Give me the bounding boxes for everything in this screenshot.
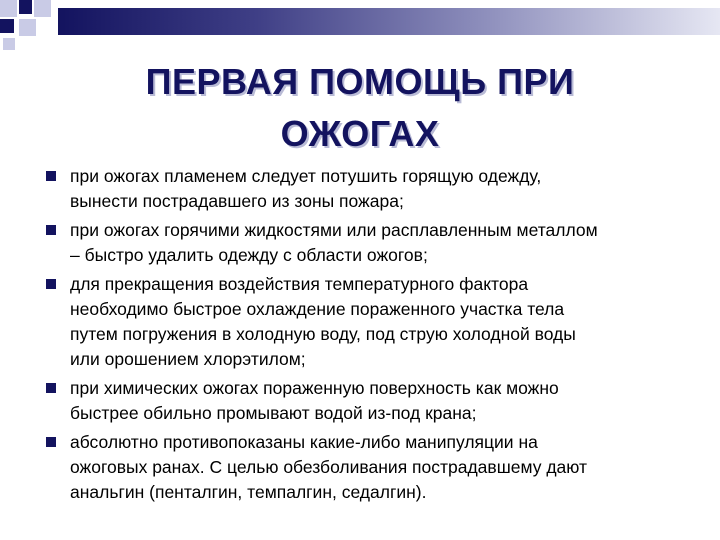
square-bullet-icon: [46, 171, 56, 181]
decor-square: [3, 38, 15, 50]
decor-square: [19, 0, 32, 14]
bullet-list: [40, 164, 690, 509]
decor-square: [19, 19, 36, 36]
bullet-text-line: анальгин (пенталгин, темпалгин, седалгин).: [70, 482, 427, 502]
square-bullet-icon: [46, 383, 56, 393]
square-bullet-icon: [46, 279, 56, 289]
bullet-text-line: быстрее обильно промывают водой из-под крана;: [70, 403, 477, 423]
square-bullet-icon: [46, 225, 56, 235]
bullet-text-line: ожоговых ранах. С целью обезболивания пострадавшему дают: [70, 457, 588, 477]
slide-title-line: ПЕРВАЯ ПОМОЩЬ ПРИ: [145, 61, 575, 102]
bullet-text-line: при химических ожогах пораженную поверхность как можно: [70, 378, 559, 398]
slide-title-line: ОЖОГАХ: [280, 113, 440, 154]
bullet-item: [40, 218, 690, 268]
bullet-text-line: абсолютно противопоказаны какие-либо манипуляции на: [70, 432, 538, 452]
bullet-item: [40, 376, 690, 426]
slide-title: [60, 56, 660, 160]
bullet-item: [40, 272, 690, 372]
decor-square: [34, 0, 51, 17]
bullet-text-line: необходимо быстрое охлаждение пораженного участка тела: [70, 299, 565, 319]
bullet-item: [40, 164, 690, 214]
bullet-text-line: – быстро удалить одежду с области ожогов;: [70, 245, 428, 265]
square-bullet-icon: [46, 437, 56, 447]
decor-square: [0, 0, 17, 17]
decor-square: [0, 19, 14, 33]
bullet-item: [40, 430, 690, 505]
bullet-text-line: путем погружения в холодную воду, под струю холодной воды: [70, 324, 576, 344]
header-gradient-bar: [58, 8, 720, 35]
bullet-text-line: для прекращения воздействия температурного фактора: [70, 274, 529, 294]
bullet-text-line: вынести пострадавшего из зоны пожара;: [70, 191, 404, 211]
bullet-text-line: или орошением хлорэтилом;: [70, 349, 306, 369]
bullet-text-line: при ожогах пламенем следует потушить горящую одежду,: [70, 166, 542, 186]
bullet-text-line: при ожогах горячими жидкостями или расплавленным металлом: [70, 220, 598, 240]
